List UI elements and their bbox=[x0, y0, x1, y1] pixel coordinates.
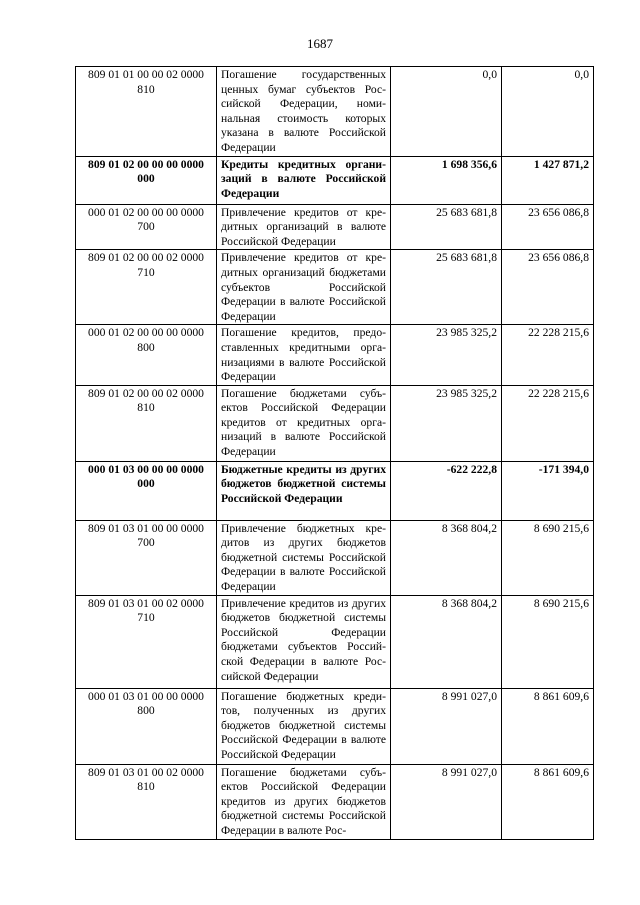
item-name-cell: Кредиты кредитных организаций в валюте Российской Федерации bbox=[217, 156, 391, 204]
value-col2-cell: 8 861 609,6 bbox=[502, 764, 594, 839]
value-col2-cell: 23 656 086,8 bbox=[502, 250, 594, 325]
budget-code-cell: 809 01 01 00 00 02 0000 810 bbox=[76, 67, 217, 157]
value-col2-cell: 23 656 086,8 bbox=[502, 204, 594, 250]
budget-code-cell: 000 01 02 00 00 00 0000 800 bbox=[76, 325, 217, 385]
value-col2-cell: -171 394,0 bbox=[502, 461, 594, 520]
item-name-cell: Привлечение кредитов от кредитных организаций бюджетами субъектов Российской Федерации в валюте Российской Федерации bbox=[217, 250, 391, 325]
value-col2-cell: 8 861 609,6 bbox=[502, 688, 594, 764]
table-row bbox=[76, 764, 594, 839]
item-name-cell: Погашение бюджетами субъектов Российской Федерации кредитов из других бюджетов бюджетной системы Российской Федерации в валюте Рос- bbox=[217, 764, 391, 839]
value-col1-cell: 1 698 356,6 bbox=[391, 156, 502, 204]
table-row bbox=[76, 385, 594, 461]
page-number: 1687 bbox=[307, 36, 333, 51]
value-col1-cell: 8 991 027,0 bbox=[391, 688, 502, 764]
table-row bbox=[76, 204, 594, 250]
value-col2-cell: 8 690 215,6 bbox=[502, 595, 594, 688]
table-row bbox=[76, 520, 594, 595]
item-name-cell: Погашение кредитов, предоставленных кредитными организациями в валюте Российской Федерации bbox=[217, 325, 391, 385]
value-col1-cell: 25 683 681,8 bbox=[391, 204, 502, 250]
value-col2-cell: 22 228 215,6 bbox=[502, 385, 594, 461]
budget-code-cell: 809 01 02 00 00 02 0000 710 bbox=[76, 250, 217, 325]
budget-code-cell: 809 01 02 00 00 02 0000 810 bbox=[76, 385, 217, 461]
item-name-cell: Погашение государственных ценных бумаг субъектов Российской Федерации, номинальная стоимость которых указана в валюте Российской Федерации bbox=[217, 67, 391, 157]
item-name-cell: Привлечение кредитов из других бюджетов бюджетной системы Российской Федерации бюджетами субъектов Российской Федерации в валюте Российской Федерации bbox=[217, 595, 391, 688]
budget-code-cell: 809 01 02 00 00 00 0000 000 bbox=[76, 156, 217, 204]
budget-code-cell: 809 01 03 01 00 00 0000 700 bbox=[76, 520, 217, 595]
table-row bbox=[76, 156, 594, 204]
budget-code-cell: 000 01 03 00 00 00 0000 000 bbox=[76, 461, 217, 520]
budget-code-cell: 809 01 03 01 00 02 0000 810 bbox=[76, 764, 217, 839]
value-col1-cell: 0,0 bbox=[391, 67, 502, 157]
budget-sources-table bbox=[75, 66, 594, 840]
value-col1-cell: 23 985 325,2 bbox=[391, 325, 502, 385]
value-col1-cell: 8 368 804,2 bbox=[391, 520, 502, 595]
value-col1-cell: 8 991 027,0 bbox=[391, 764, 502, 839]
budget-code-cell: 809 01 03 01 00 02 0000 710 bbox=[76, 595, 217, 688]
table-row bbox=[76, 250, 594, 325]
item-name-cell: Привлечение кредитов от кредитных организаций в валюте Российской Федерации bbox=[217, 204, 391, 250]
table-row bbox=[76, 67, 594, 157]
table-row bbox=[76, 325, 594, 385]
value-col1-cell: 8 368 804,2 bbox=[391, 595, 502, 688]
table-row bbox=[76, 461, 594, 520]
table-row bbox=[76, 688, 594, 764]
budget-code-cell: 000 01 03 01 00 00 0000 800 bbox=[76, 688, 217, 764]
table-row bbox=[76, 595, 594, 688]
value-col2-cell: 0,0 bbox=[502, 67, 594, 157]
value-col2-cell: 8 690 215,6 bbox=[502, 520, 594, 595]
value-col1-cell: 25 683 681,8 bbox=[391, 250, 502, 325]
budget-code-cell: 000 01 02 00 00 00 0000 700 bbox=[76, 204, 217, 250]
item-name-cell: Погашение бюджетных кредитов, полученных из других бюджетов бюджетной системы Российской Федерации в валюте Российской Федерации bbox=[217, 688, 391, 764]
value-col1-cell: -622 222,8 bbox=[391, 461, 502, 520]
item-name-cell: Привлечение бюджетных кредитов из других бюджетов бюджетной системы Российской Федерации в валюте Российской Федерации bbox=[217, 520, 391, 595]
item-name-cell: Погашение бюджетами субъектов Российской Федерации кредитов от кредитных организаций в валюте Российской Федерации bbox=[217, 385, 391, 461]
item-name-cell: Бюджетные кредиты из других бюджетов бюджетной системы Российской Федерации bbox=[217, 461, 391, 520]
value-col2-cell: 22 228 215,6 bbox=[502, 325, 594, 385]
value-col1-cell: 23 985 325,2 bbox=[391, 385, 502, 461]
value-col2-cell: 1 427 871,2 bbox=[502, 156, 594, 204]
